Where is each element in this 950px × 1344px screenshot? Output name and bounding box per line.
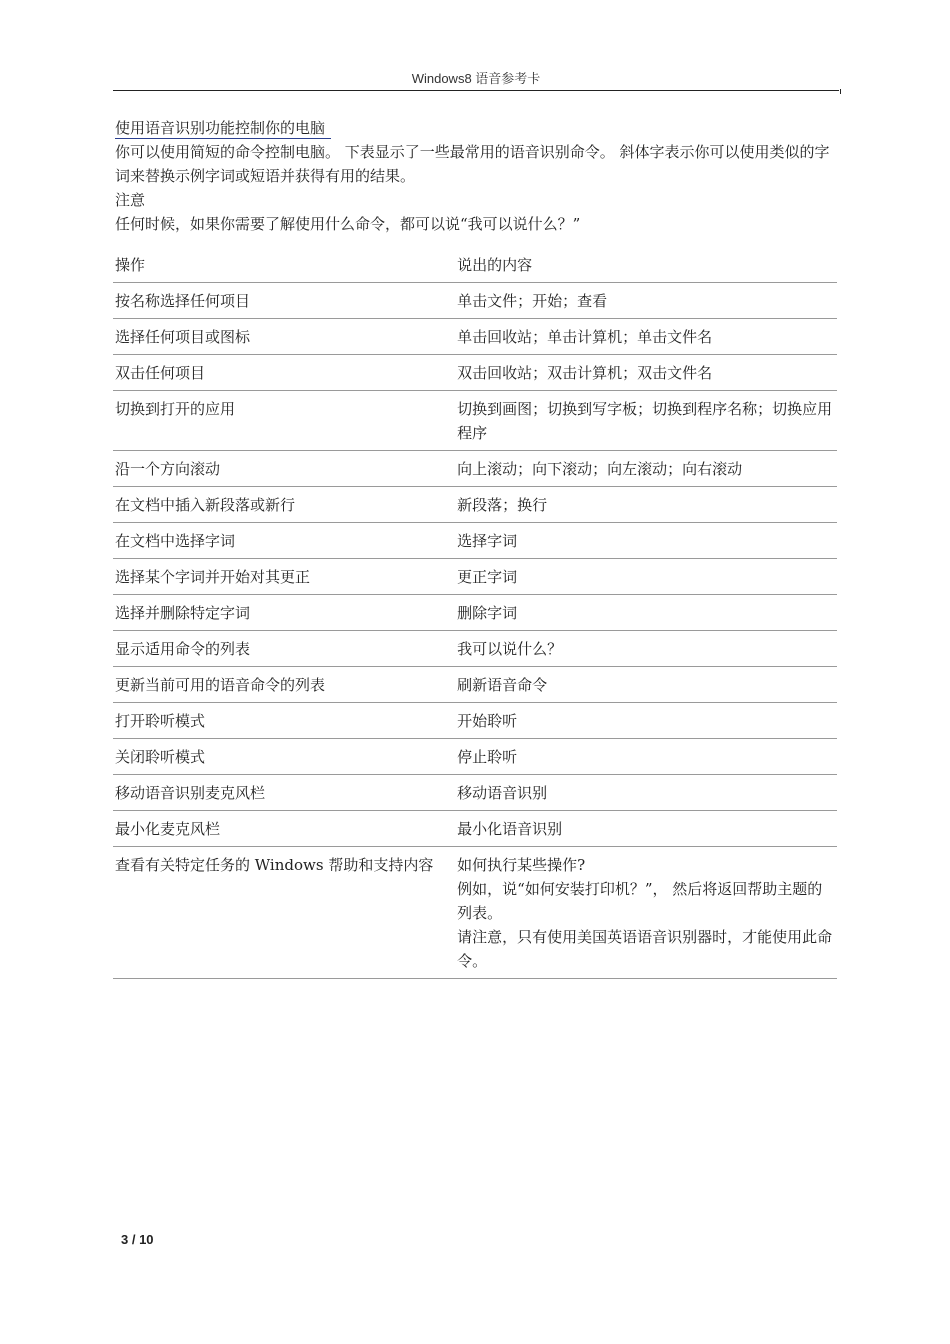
- intro-section: [115, 116, 839, 236]
- say-cell: [455, 283, 837, 319]
- say-cell: [455, 595, 837, 631]
- say-cell: [455, 847, 837, 979]
- action-cell: 沿一个方向滚动: [113, 451, 455, 487]
- action-cell: 查看有关特定任务的 Windows 帮助和支持内容: [113, 847, 455, 979]
- page-number: 3 / 10: [121, 1232, 154, 1247]
- say-line: 请注意，只有使用美国英语语音识别器时，才能使用此命令。: [457, 928, 833, 970]
- table-row: [113, 487, 837, 523]
- say-cell: [455, 391, 837, 451]
- say-cell: [455, 703, 837, 739]
- say-line: 双击回收站；双击计算机；双击文件名: [457, 364, 713, 382]
- say-line: 选择字词: [457, 532, 518, 550]
- say-line: 刷新语音命令: [457, 676, 548, 694]
- say-line: 向上滚动；向下滚动；向左滚动；向右滚动: [457, 460, 743, 478]
- action-cell: 显示适用命令的列表: [113, 631, 455, 667]
- section-title-link[interactable]: 使用语音识别功能控制你的电脑: [115, 118, 331, 139]
- say-cell: [455, 559, 837, 595]
- table-row: [113, 355, 837, 391]
- table-row: [113, 283, 837, 319]
- action-cell: 更新当前可用的语音命令的列表: [113, 667, 455, 703]
- say-line: 如何执行某些操作?: [457, 856, 586, 874]
- commands-table: [113, 247, 837, 979]
- page-header: [113, 70, 839, 91]
- note-label: 注意: [115, 191, 146, 209]
- say-cell: [455, 319, 837, 355]
- say-cell: [455, 775, 837, 811]
- action-cell: 在文档中选择字词: [113, 523, 455, 559]
- action-cell: 关闭聆听模式: [113, 739, 455, 775]
- action-cell: 最小化麦克风栏: [113, 811, 455, 847]
- say-line: 单击文件；开始；查看: [457, 292, 608, 310]
- say-line: 我可以说什么？: [457, 640, 563, 658]
- say-line: 删除字词: [457, 604, 518, 622]
- action-cell: 双击任何项目: [113, 355, 455, 391]
- table-row: [113, 391, 837, 451]
- say-line: 新段落；换行: [457, 496, 548, 514]
- say-cell: [455, 811, 837, 847]
- say-line: 例如，说“如何安装打印机？”， 然后将返回帮助主题的列表。: [457, 880, 823, 922]
- table-row: [113, 847, 837, 979]
- say-cell: [455, 631, 837, 667]
- header-say: 说出的内容: [455, 247, 837, 283]
- say-line: 切换到画图；切换到写字板；切换到程序名称；切换应用程序: [457, 400, 833, 442]
- table-row: [113, 319, 837, 355]
- action-cell: 在文档中插入新段落或新行: [113, 487, 455, 523]
- say-cell: [455, 739, 837, 775]
- action-cell: 打开聆听模式: [113, 703, 455, 739]
- say-line: 移动语音识别: [457, 784, 548, 802]
- action-cell: 选择并删除特定字词: [113, 595, 455, 631]
- header-rule-end: [840, 89, 841, 94]
- header-title: Windows8 语音参考卡: [411, 71, 541, 86]
- say-line: 更正字词: [457, 568, 518, 586]
- say-cell: [455, 667, 837, 703]
- table-header-row: [113, 247, 837, 283]
- say-line: 停止聆听: [457, 748, 518, 766]
- table-row: [113, 811, 837, 847]
- table-row: [113, 631, 837, 667]
- table-row: [113, 739, 837, 775]
- intro-paragraph: 你可以使用简短的命令控制电脑。 下表显示了一些最常用的语音识别命令。 斜体字表示你可以使用类似的字词来替换示例字词或短语并获得有用的结果。: [115, 143, 830, 185]
- action-cell: 移动语音识别麦克风栏: [113, 775, 455, 811]
- table-row: [113, 595, 837, 631]
- table-row: [113, 559, 837, 595]
- table-row: [113, 667, 837, 703]
- say-line: 单击回收站；单击计算机；单击文件名: [457, 328, 713, 346]
- action-cell: 按名称选择任何项目: [113, 283, 455, 319]
- action-cell: 选择某个字词并开始对其更正: [113, 559, 455, 595]
- say-line: 最小化语音识别: [457, 820, 563, 838]
- action-cell: 选择任何项目或图标: [113, 319, 455, 355]
- header-action: 操作: [113, 247, 455, 283]
- action-cell: 切换到打开的应用: [113, 391, 455, 451]
- say-cell: [455, 355, 837, 391]
- say-cell: [455, 451, 837, 487]
- say-line: 开始聆听: [457, 712, 518, 730]
- say-cell: [455, 487, 837, 523]
- table-row: [113, 451, 837, 487]
- table-row: [113, 775, 837, 811]
- table-row: [113, 703, 837, 739]
- table-row: [113, 523, 837, 559]
- say-cell: [455, 523, 837, 559]
- note-text: 任何时候，如果你需要了解使用什么命令，都可以说“我可以说什么？”: [115, 215, 581, 233]
